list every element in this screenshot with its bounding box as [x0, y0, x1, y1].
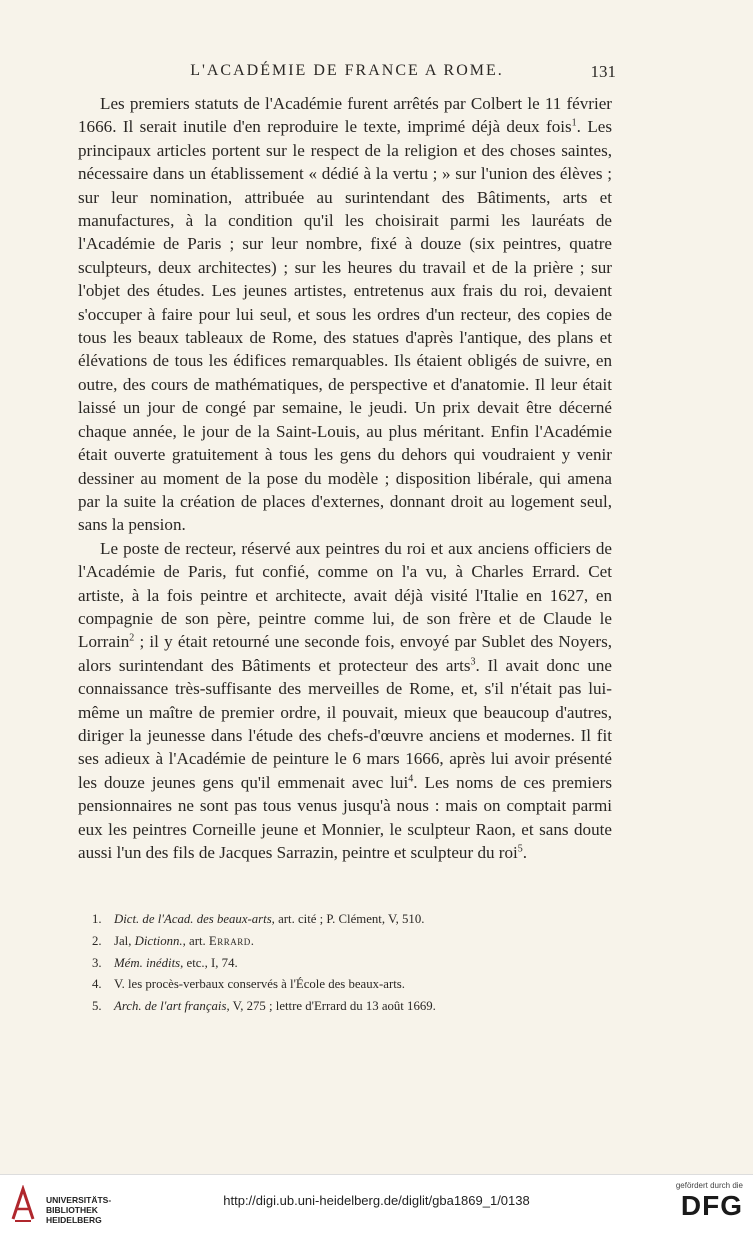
text-run: Les premiers statuts de l'Académie furent arrêtés par Colbert le 11 février 1666. Il serait inutile d'en reproduire le texte, imprimé déjà deux fois	[78, 94, 612, 137]
footnote-text: art.	[185, 933, 209, 948]
viewer-footer	[0, 1174, 753, 1233]
footnote-italic: Dictionn.,	[134, 933, 186, 948]
footnote-4	[92, 974, 612, 996]
paragraph-2	[78, 537, 612, 865]
text-run: . Les principaux articles portent sur le respect de la religion et des choses saintes, nécessaire dans un établissement « dédié à la vertu ; » sur l'union des élèves ; sur leur nomination, attribuée au surintendant des Bâtiments, arts et manufactures, à la condition qu'il les choisirait parmi les lauréats de l'Académie de Paris ; sur leur nombre, fixé à douze (six peintres, quatre sculpteurs, deux architectes) ; sur les heures du travail et de la prière ; sur l'objet des études. Les jeunes artistes, entretenus aux frais du roi, devaient s'occuper à faire pour lui seul, et sous les ordres d'un recteur, des copies de tous les beaux tableaux de Rome, des statues d'après l'antique, des plans et élévations de tous les édifices remarquables. Ils étaient obligés de suivre, en outre, des cours de mathématiques, de perspective et d'anatomie. Il leur était laissé un jour de congé par semaine, le jeudi. Un prix devait être décerné chaque année, le jour de la Saint-Louis, au plus méritant. Enfin l'Académie était ouverte gratuitement à tous les gens du dehors qui voudraient y venir dessiner au moment de la pose du modèle ; disposition libérale, qui amena par la suite la création de places d'externes, donnant droit au logement seul, sans la pension.	[78, 117, 612, 535]
text-run: . Il avait donc une connaissance très-suffisante des merveilles de Rome, et, s'il n'était pas lui-même un maître de premier ordre, il pouvait, mieux que beaucoup d'autres, diriger la jeunesse dans l'étude des chefs-d'œuvre anciens et modernes. Il fit ses adieux à l'Académie de peinture le 6 mars 1666, après lui avoir présenté les douze jeunes gens qu'il emmenait avec lui	[78, 655, 613, 792]
footnote-smallcaps: Errard	[208, 933, 251, 948]
footnote-ref: 2	[129, 632, 135, 644]
footnote-text: .	[250, 933, 254, 948]
footnote-number: 5.	[92, 999, 102, 1014]
footnote-ref: 4	[408, 773, 414, 785]
sponsor-caption: gefördert durch die	[675, 1181, 743, 1190]
footnote-number: 4.	[92, 977, 102, 992]
footnote-text: Jal,	[114, 933, 135, 948]
footnote-italic: Mém. inédits,	[114, 955, 184, 970]
footnote-number: 1.	[92, 912, 102, 926]
footnote-text: etc., I, 74.	[183, 955, 238, 970]
footnotes	[92, 909, 612, 1018]
body-text	[78, 92, 612, 864]
footnote-italic: Dict. de l'Acad. des beaux-arts,	[114, 912, 275, 926]
text-run: . Les noms de ces premiers pensionnaires ne sont pas tous venus jusqu'à nous : mais on comptait parmi eux les peintres Corneille jeune et Monnier, le sculpteur Raon, et sans doute aussi l'un des fils de Jacques Sarrazin, peintre et sculpteur du roi	[78, 772, 612, 862]
institution-line: BIBLIOTHEK	[46, 1205, 98, 1215]
footnote-2	[92, 931, 612, 953]
sponsor-block[interactable]	[648, 1181, 743, 1229]
running-head	[78, 62, 616, 84]
footnote-number: 3.	[92, 955, 102, 970]
permalink-url[interactable]: http://digi.ub.uni-heidelberg.de/diglit/gba1869_1/0138	[223, 1193, 530, 1208]
footnote-italic: Arch. de l'art français,	[114, 999, 230, 1014]
footnote-3	[92, 953, 612, 975]
institution-line: HEIDELBERG	[46, 1215, 102, 1225]
institution-line: UNIVERSITÄTS-	[46, 1195, 112, 1205]
page-number: 131	[590, 62, 616, 81]
footnote-ref: 3	[470, 656, 476, 668]
text-run: ; il y était retourné une seconde fois, envoyé par Sublet des Noyers, alors surintendant des Bâtiments et protecteur des arts	[78, 632, 612, 675]
footnote-ref: 1	[571, 117, 577, 129]
running-title: L'ACADÉMIE DE FRANCE A ROME.	[190, 62, 504, 79]
permalink	[0, 1193, 753, 1208]
dfg-logo: DFG	[680, 1190, 743, 1221]
footnote-5	[92, 996, 612, 1018]
footnote-ref: 5	[517, 843, 523, 855]
footnote-text: V. les procès-verbaux conservés à l'École des beaux-arts.	[114, 977, 405, 992]
footnote-1	[92, 909, 612, 931]
text-run: Le poste de recteur, réservé aux peintres du roi et aux anciens officiers de l'Académie de Paris, fut confié, comme on l'a vu, à Charles Errard. Cet artiste, à la fois peintre et architecte, avait déjà visité l'Italie en 1627, en compagnie de son père, peintre comme lui, de son frère et de Claude le Lorrain	[78, 538, 612, 652]
footnote-text: art. cité ; P. Clément, V, 510.	[274, 912, 425, 926]
footnote-text: V, 275 ; lettre d'Errard du 13 août 1669.	[229, 999, 436, 1014]
footnote-number: 2.	[92, 933, 102, 948]
text-run: .	[522, 843, 528, 862]
paragraph-1	[78, 92, 612, 537]
